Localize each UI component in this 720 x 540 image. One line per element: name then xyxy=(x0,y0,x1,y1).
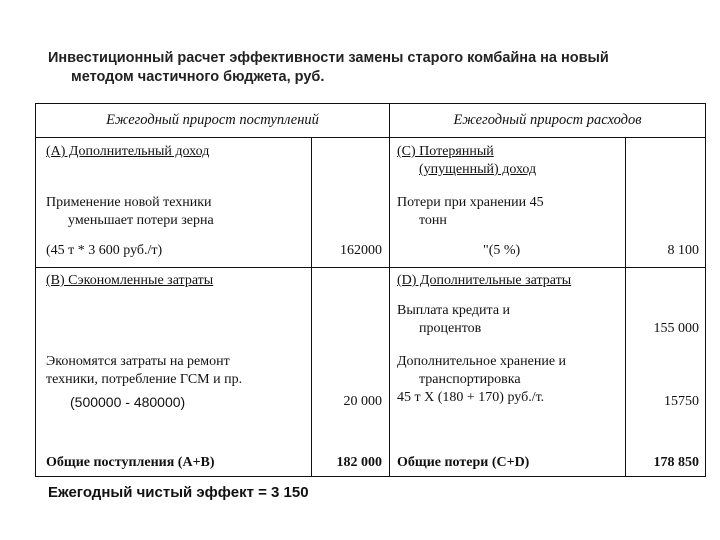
section-d-item1: Выплата кредита и процентов xyxy=(397,303,511,336)
divider xyxy=(35,103,706,104)
section-a-label: (А) Дополнительный доход xyxy=(46,144,210,159)
section-b-label: (В) Сэкономленные затраты xyxy=(46,273,214,288)
divider xyxy=(625,137,626,477)
section-b-value: 20 000 xyxy=(343,394,382,409)
total-loss-label: Общие потери (С+D) xyxy=(397,455,530,470)
divider xyxy=(35,137,706,138)
section-d-item2-value: 15750 xyxy=(664,394,699,409)
section-b-desc: Экономятся затраты на ремонт техники, потребление ГСМ и пр. xyxy=(46,354,243,387)
divider xyxy=(311,137,312,477)
divider xyxy=(705,103,706,477)
total-loss-value: 178 850 xyxy=(653,455,699,470)
section-c-label: (С) Потерянный (упущенный) доход xyxy=(397,144,537,177)
total-income-label: Общие поступления (А+В) xyxy=(46,455,215,470)
section-a-calc: (45 т * 3 600 руб./т) xyxy=(46,243,163,258)
section-a-value: 162000 xyxy=(340,243,382,258)
divider xyxy=(389,103,390,477)
divider xyxy=(35,267,706,268)
section-d-label: (D) Дополнительные затраты xyxy=(397,273,572,288)
section-d-item1-value: 155 000 xyxy=(653,321,699,336)
total-income-value: 182 000 xyxy=(336,455,382,470)
header-income: Ежегодный прирост поступлений xyxy=(106,112,319,128)
section-b-calc: (500000 - 480000) xyxy=(70,394,186,410)
section-d-item2: Дополнительное хранение и транспортировка 45 т Х (180 + 170) руб./т. xyxy=(397,354,567,405)
section-a-desc: Применение новой техники уменьшает потери зерна xyxy=(46,195,214,228)
section-c-calc: "(5 %) xyxy=(483,243,521,258)
divider xyxy=(35,103,36,477)
header-expenses: Ежегодный прирост расходов xyxy=(453,112,642,128)
section-c-desc: Потери при хранении 45 тонн xyxy=(397,195,544,228)
section-c-value: 8 100 xyxy=(667,243,699,258)
divider xyxy=(35,476,706,477)
net-effect: Ежегодный чистый эффект = 3 150 xyxy=(48,484,309,501)
page-title: Инвестиционный расчет эффективности замены старого комбайна на новый методом частичного бюджета, руб. xyxy=(48,50,609,85)
